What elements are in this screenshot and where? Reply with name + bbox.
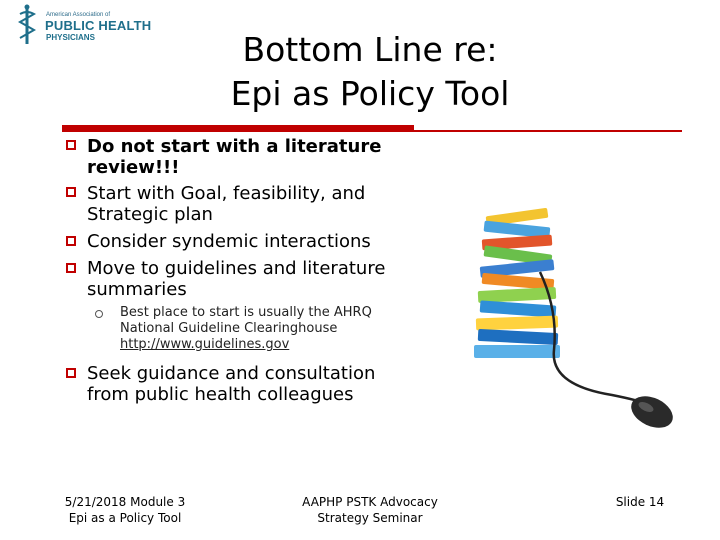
bullet-1-line-2: review!!!: [87, 157, 180, 178]
slide-title: [150, 28, 590, 116]
sub-bullet: [120, 305, 372, 353]
bullet-2-line-1: Start with Goal, feasibility, and: [87, 183, 366, 204]
footer-center-line-1: AAPHP PSTK Advocacy: [302, 495, 438, 509]
title-line-2: Epi as Policy Tool: [230, 74, 510, 113]
title-line-1: Bottom Line re:: [242, 30, 498, 69]
footer-center-line-2: Strategy Seminar: [317, 511, 423, 525]
bullet-4-line-1: Move to guidelines and literature: [87, 258, 386, 279]
bullet-5-line-1: Seek guidance and consultation: [87, 363, 376, 384]
sub-bullet-line-2: National Guideline Clearinghouse: [120, 321, 338, 336]
bullet-marker-icon: [66, 263, 76, 273]
bullet-marker-icon: [66, 187, 76, 197]
bullet-3-line-1: Consider syndemic interactions: [87, 231, 371, 252]
sub-bullet-marker-icon: [95, 310, 103, 318]
title-divider-thin: [414, 130, 682, 132]
footer-module-title: Epi as a Policy Tool: [68, 511, 182, 525]
bullet-2-line-2: Strategic plan: [87, 204, 213, 225]
bullet-5-line-2: from public health colleagues: [87, 384, 354, 405]
logo-line-2: PUBLIC HEALTH: [45, 18, 152, 33]
footer-left: [50, 494, 200, 526]
footer-center: [290, 494, 450, 526]
bullet-4-line-2: summaries: [87, 279, 187, 300]
sub-bullet-line-1: Best place to start is usually the AHRQ: [120, 305, 372, 320]
guidelines-link[interactable]: http://www.guidelines.gov: [120, 337, 290, 352]
slide-number: Slide 14: [615, 495, 665, 509]
bullet-marker-icon: [66, 236, 76, 246]
footer-date-module: 5/21/2018 Module 3: [64, 495, 186, 509]
books-and-mouse-image: [462, 200, 680, 440]
bullet-marker-icon: [66, 140, 76, 150]
aaphp-logo: [12, 4, 162, 48]
bullet-1-line-1: Do not start with a literature: [87, 136, 382, 157]
bullet-marker-icon: [66, 368, 76, 378]
logo-line-3: PHYSICIANS: [46, 33, 95, 42]
title-divider-thick: [62, 125, 414, 132]
logo-line-1: American Association of: [46, 12, 111, 18]
caduceus-icon: [12, 4, 42, 46]
